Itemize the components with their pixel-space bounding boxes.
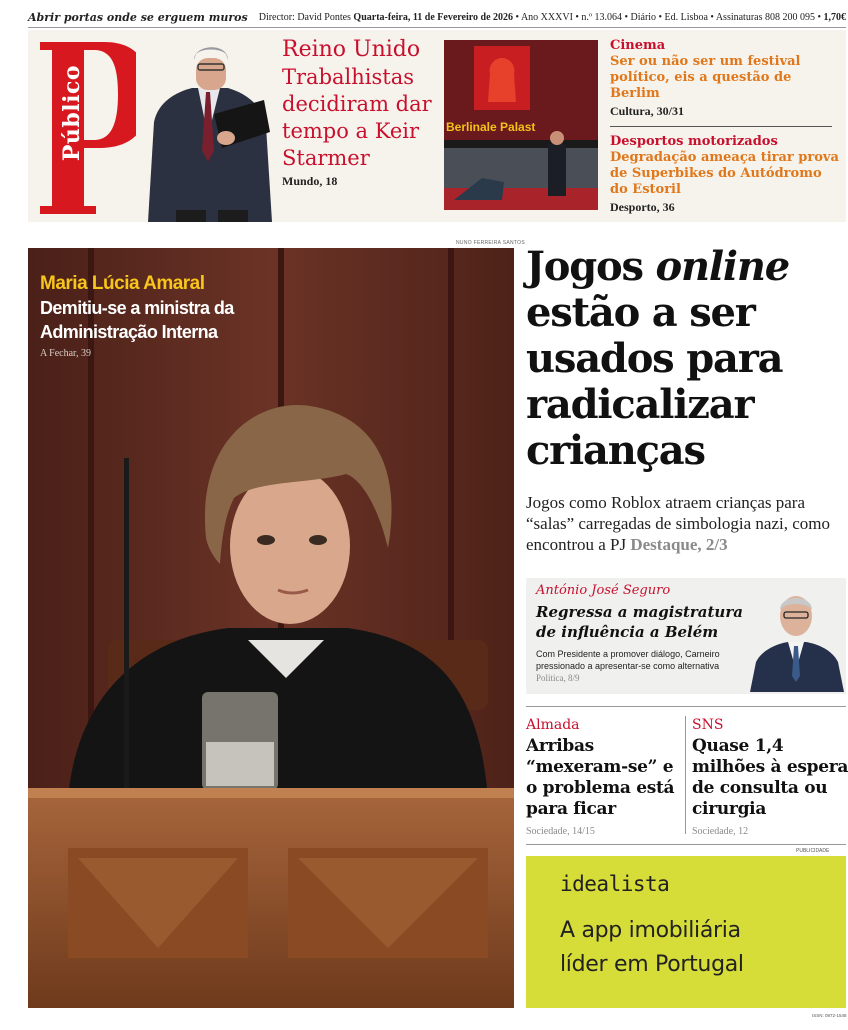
price: 1,70€ bbox=[823, 11, 846, 23]
sns-story[interactable] bbox=[692, 716, 848, 837]
logo-wordmark-text: Público bbox=[59, 64, 85, 162]
cinema-story[interactable] bbox=[610, 38, 840, 119]
advert-line-1: A app imobiliária bbox=[560, 918, 741, 943]
lead-headline-part2: estão a ser usados para radicalizar crianças bbox=[526, 289, 783, 474]
top-divider bbox=[28, 27, 846, 28]
seguro-story[interactable] bbox=[526, 578, 846, 694]
starmer-photo[interactable] bbox=[136, 30, 282, 222]
issn: ISSN: 0872-1548 bbox=[812, 1013, 847, 1018]
top-strip bbox=[28, 8, 846, 26]
seguro-photo bbox=[748, 586, 844, 692]
sns-headline: Quase 1,4 milhões à espera de consulta ou cirurgia bbox=[692, 736, 848, 819]
sns-page-ref: Sociedade, 12 bbox=[692, 826, 749, 837]
desporto-story[interactable] bbox=[610, 134, 840, 215]
publico-logo[interactable] bbox=[38, 36, 146, 216]
lead-summary bbox=[526, 492, 846, 555]
sns-kicker: SNS bbox=[692, 717, 724, 733]
berlinale-photo[interactable] bbox=[444, 40, 598, 210]
director: Director: David Pontes bbox=[258, 11, 351, 23]
uk-headline: Trabalhistas decidiram dar tempo a Keir Starmer bbox=[282, 65, 432, 170]
masthead-info bbox=[259, 12, 846, 23]
berlinale-sign: Berlinale Palast bbox=[446, 120, 536, 134]
slogan: Abrir portas onde se erguem muros bbox=[28, 10, 248, 24]
advert-divider bbox=[526, 844, 846, 845]
lead-headline-part1: Jogos bbox=[526, 243, 656, 290]
side-divider bbox=[610, 126, 832, 127]
lead-headline[interactable] bbox=[526, 244, 846, 474]
advert-label: PUBLICIDADE bbox=[796, 848, 830, 854]
photo-credit: NUNO FERREIRA SANTOS bbox=[456, 240, 525, 246]
advert-line-2: líder em Portugal bbox=[560, 952, 744, 977]
amaral-photo-image bbox=[28, 248, 514, 1008]
header-band bbox=[28, 30, 846, 222]
seguro-page-ref: Política, 8/9 bbox=[536, 673, 580, 683]
desporto-page-ref: Desporto, 36 bbox=[610, 200, 675, 214]
cinema-kicker: Cinema bbox=[610, 38, 666, 53]
amaral-photo[interactable] bbox=[28, 248, 514, 1008]
desporto-kicker: Desportos motorizados bbox=[610, 134, 778, 149]
seguro-kicker: António José Seguro bbox=[536, 583, 671, 598]
lead-page-ref: Destaque, 2/3 bbox=[630, 535, 728, 554]
cinema-headline: Ser ou não ser um festival político, eis a questão de Berlim bbox=[610, 54, 801, 101]
amaral-story[interactable] bbox=[40, 272, 250, 359]
amaral-kicker: Maria Lúcia Amaral bbox=[40, 273, 205, 294]
amaral-page-ref: A Fechar, 39 bbox=[40, 348, 91, 359]
almada-story[interactable] bbox=[526, 716, 684, 837]
issue-date: Quarta-feira, 11 de Fevereiro de 2026 bbox=[353, 11, 514, 23]
uk-story[interactable] bbox=[282, 38, 442, 189]
uk-kicker: Reino Unido bbox=[282, 37, 421, 62]
almada-kicker: Almada bbox=[526, 717, 580, 733]
amaral-headline: Demitiu-se a ministra da Administração Interna bbox=[40, 298, 234, 342]
lead-headline-italic: online bbox=[655, 243, 789, 290]
small-stories-vertical-divider bbox=[685, 716, 686, 834]
issue-details: • Ano XXXVI • n.º 13.064 • Diário • Ed. Lisboa • Assinaturas 808 200 095 • bbox=[515, 11, 821, 23]
advert-brand: idealista bbox=[560, 872, 670, 896]
idealista-advert[interactable] bbox=[526, 856, 846, 1008]
cinema-page-ref: Cultura, 30/31 bbox=[610, 104, 685, 118]
almada-headline: Arribas “mexeram-se” e o problema está para ficar bbox=[526, 736, 675, 819]
seguro-body: Com Presidente a promover diálogo, Carneiro pressionado a apresentar-se como alternativa bbox=[536, 649, 720, 671]
uk-page-ref: Mundo, 18 bbox=[282, 174, 338, 188]
almada-page-ref: Sociedade, 14/15 bbox=[526, 826, 595, 837]
logo-wordmark bbox=[58, 44, 84, 184]
seguro-headline: Regressa a magistratura de influência a Belém bbox=[536, 603, 743, 641]
lead-summary-text: Jogos como Roblox atraem crianças para “salas” carregadas de simbologia nazi, como encontrou a PJ bbox=[526, 493, 830, 554]
small-stories-divider bbox=[526, 706, 846, 707]
desporto-headline: Degradação ameaça tirar prova de Superbikes do Autódromo do Estoril bbox=[610, 150, 839, 197]
